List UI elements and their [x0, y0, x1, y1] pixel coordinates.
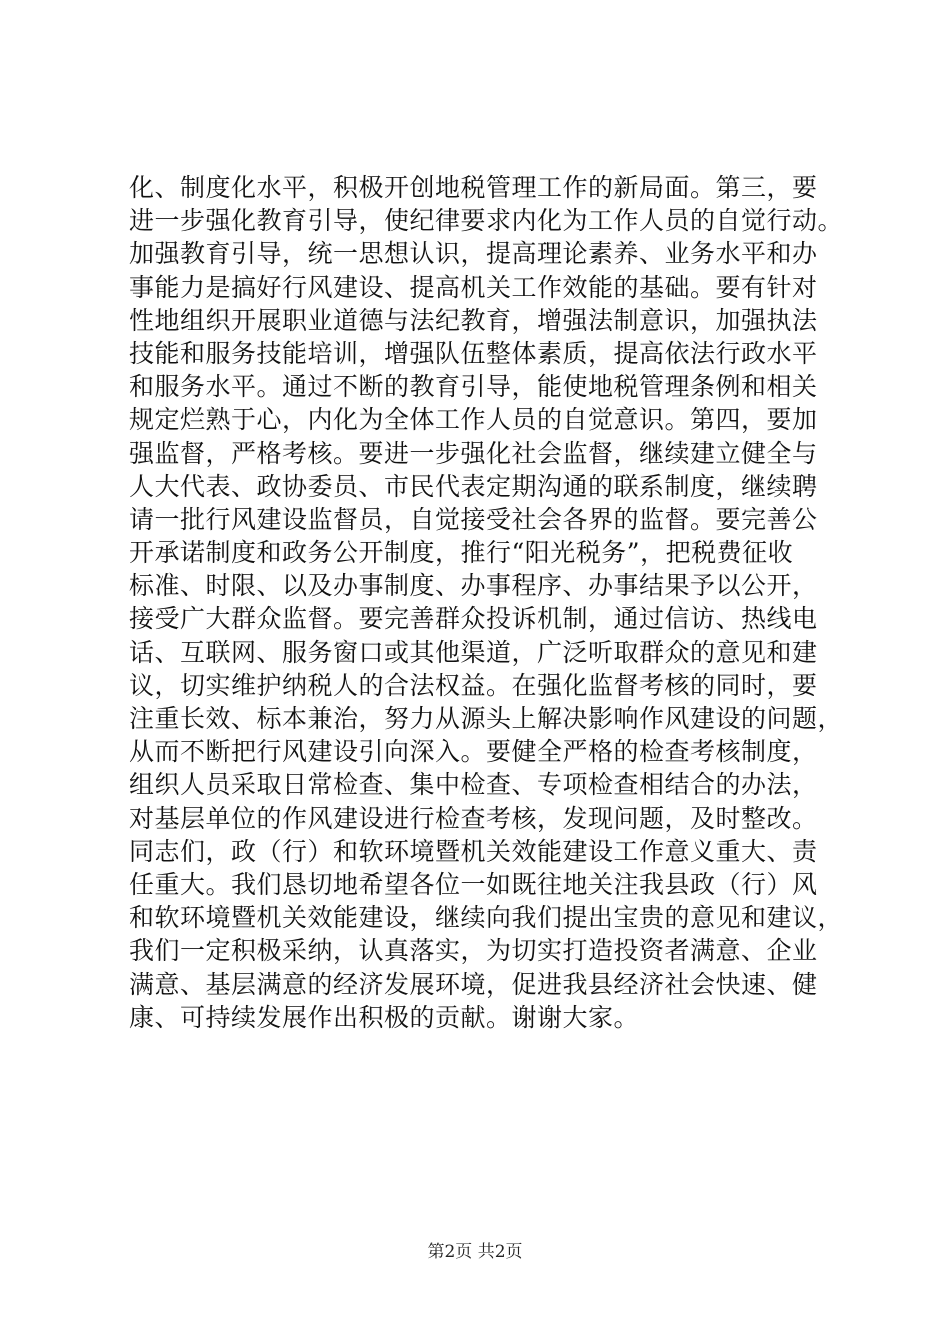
text-line: 人大代表、政协委员、市民代表定期沟通的联系制度，继续聘: [129, 471, 818, 501]
text-line: 组织人员采取日常检查、集中检查、专项检查相结合的办法，: [129, 770, 818, 800]
text-line: 从而不断把行风建设引向深入。要健全严格的检查考核制度，: [129, 737, 818, 767]
page-footer: [0, 1240, 950, 1264]
text-line: 事能力是搞好行风建设、提高机关工作效能的基础。要有针对: [129, 272, 818, 302]
text-line: 康、可持续发展作出积极的贡献。谢谢大家。: [129, 1002, 640, 1032]
text-line: 我们一定积极采纳，认真落实，为切实打造投资者满意、企业: [129, 936, 818, 966]
text-line: 标准、时限、以及办事制度、办事程序、办事结果予以公开，: [129, 571, 818, 601]
text-line: 性地组织开展职业道德与法纪教育，增强法制意识，加强执法: [129, 305, 818, 335]
text-line: 化、制度化水平，积极开创地税管理工作的新局面。第三，要: [129, 173, 818, 202]
text-line: 强监督，严格考核。要进一步强化社会监督，继续建立健全与: [129, 438, 818, 468]
text-line: 进一步强化教育引导，使纪律要求内化为工作人员的自觉行动。: [129, 206, 844, 236]
text-line: 开承诺制度和政务公开制度，推行“阳光税务”，把税费征收: [129, 538, 794, 568]
text-line: 加强教育引导，统一思想认识，提高理论素养、业务水平和办: [129, 239, 818, 269]
text-line: 话、互联网、服务窗口或其他渠道，广泛听取群众的意见和建: [129, 637, 818, 667]
text-line: 对基层单位的作风建设进行检查考核，发现问题，及时整改。: [129, 803, 818, 833]
text-line: 注重长效、标本兼治，努力从源头上解决影响作风建设的问题，: [129, 704, 844, 733]
text-line: 同志们，政（行）和软环境暨机关效能建设工作意义重大、责: [129, 836, 818, 866]
text-line: 任重大。我们恳切地希望各位一如既往地关注我县政（行）风: [129, 869, 818, 899]
text-line: 和软环境暨机关效能建设，继续向我们提出宝贵的意见和建议，: [129, 903, 844, 933]
page-number: 第2页 共2页: [427, 1242, 523, 1262]
text-line: 满意、基层满意的经济发展环境，促进我县经济社会快速、健: [129, 969, 818, 999]
text-line: 规定烂熟于心，内化为全体工作人员的自觉意识。第四，要加: [129, 405, 818, 435]
text-line: 技能和服务技能培训，增强队伍整体素质，提高依法行政水平: [129, 338, 818, 368]
text-line: 请一批行风建设监督员，自觉接受社会各界的监督。要完善公: [129, 504, 818, 534]
body-text: [129, 171, 859, 1034]
text-line: 接受广大群众监督。要完善群众投诉机制，通过信访、热线电: [129, 604, 818, 634]
text-line: 和服务水平。通过不断的教育引导，能使地税管理条例和相关: [129, 372, 818, 402]
text-line: 议，切实维护纳税人的合法权益。在强化监督考核的同时，要: [129, 670, 818, 700]
